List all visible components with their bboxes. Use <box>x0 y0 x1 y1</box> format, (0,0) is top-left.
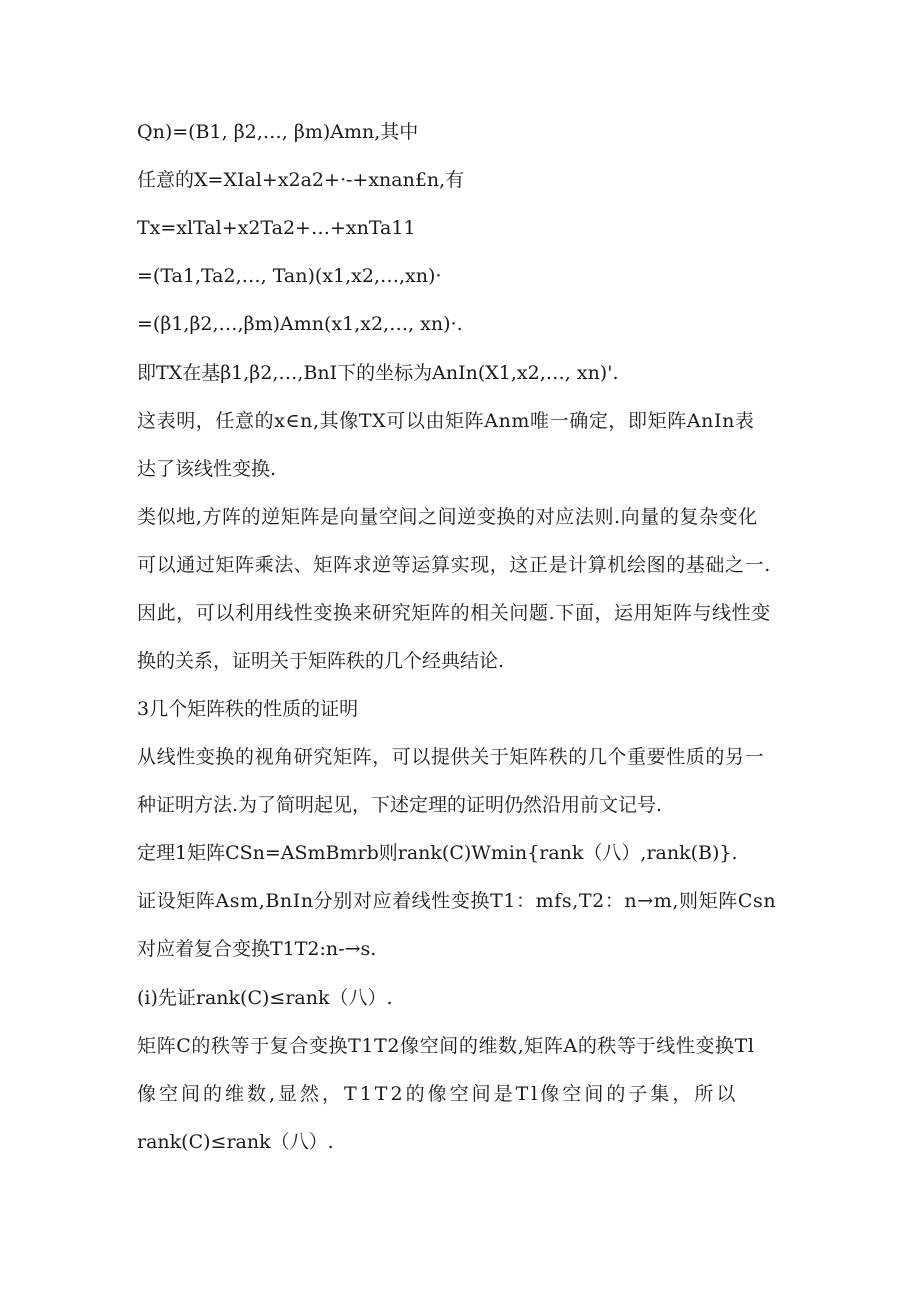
text-line: 可以通过矩阵乘法、矩阵求逆等运算实现，这正是计算机绘图的基础之一. <box>137 554 771 576</box>
text-line: 矩阵C的秩等于复合变换T1T2像空间的维数,矩阵A的秩等于线性变换Tl <box>137 1035 755 1057</box>
text-line: 对应着复合变换T1T2:n-→s. <box>137 938 377 960</box>
text-line: Qn)=(B1, β2,…, βm)Amn,其中 <box>137 121 419 143</box>
section-heading: 3几个矩阵秩的性质的证明 <box>137 698 359 720</box>
text-line: 因此，可以利用线性变换来研究矩阵的相关问题.下面，运用矩阵与线性变 <box>137 602 771 624</box>
text-line: 像空间的维数,显然，T1T2的像空间是Tl像空间的子集，所以 <box>137 1083 739 1105</box>
text-line: 任意的X=XIal+x2a2+·-+xnan£n,有 <box>137 169 465 191</box>
theorem-statement: 定理1矩阵CSn=ASmBmrb则rank(C)Wmin{rank（八）,rank(B)}. <box>137 842 738 864</box>
text-line: Tx=xlTal+x2Ta2+…+xnTa11 <box>137 217 416 239</box>
text-line: 从线性变换的视角研究矩阵，可以提供关于矩阵秩的几个重要性质的另一 <box>137 746 765 768</box>
text-line: 达了该线性变换. <box>137 458 277 480</box>
text-line: 换的关系，证明关于矩阵秩的几个经典结论. <box>137 650 505 672</box>
text-line: =(Ta1,Ta2,…, Tan)(x1,x2,…,xn)· <box>137 265 442 287</box>
text-line: 这表明，任意的x∈n,其像TX可以由矩阵Anm唯一确定，即矩阵AnIn表 <box>137 410 755 432</box>
text-line: 种证明方法.为了简明起见，下述定理的证明仍然沿用前文记号. <box>137 794 663 816</box>
text-line: rank(C)≤rank（八）. <box>137 1131 334 1153</box>
text-line: 证设矩阵Asm,BnIn分别对应着线性变换T1：mfs,T2：n→m,则矩阵Csn <box>137 890 777 912</box>
text-line: 类似地,方阵的逆矩阵是向量空间之间逆变换的对应法则.向量的复杂变化 <box>137 506 758 528</box>
text-line: =(β1,β2,…,βm)Amn(x1,x2,…, xn)·. <box>137 313 463 335</box>
text-line: (i)先证rank(C)≤rank（八）. <box>137 987 393 1009</box>
text-line: 即TX在基β1,β2,…,BnI下的坐标为AnIn(X1,x2,…, xn)'. <box>137 362 619 384</box>
